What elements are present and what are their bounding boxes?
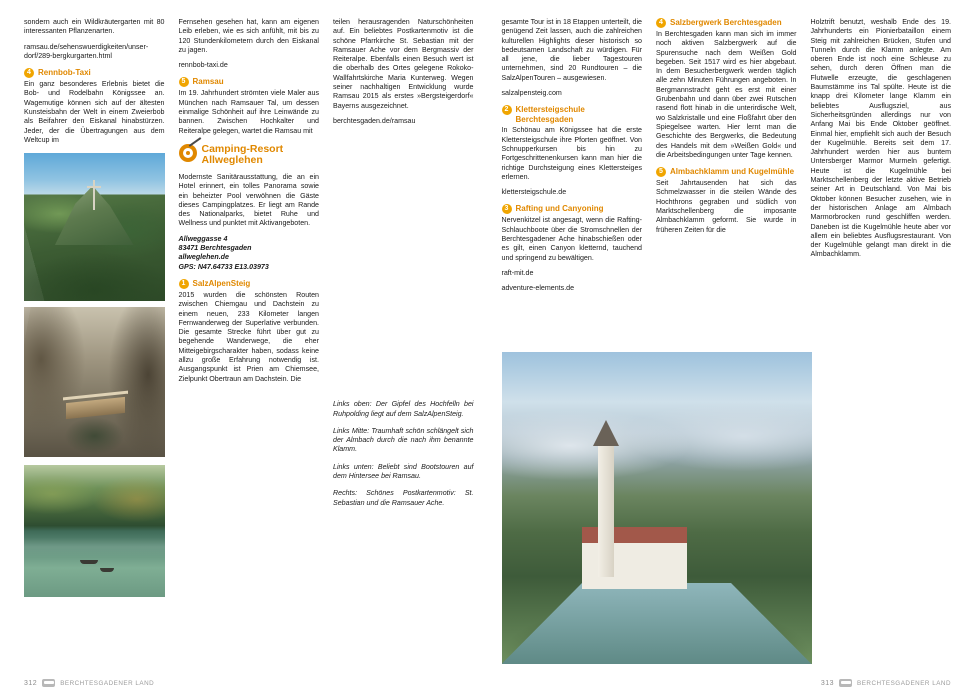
poi-body-rennbob-taxi: Ein ganz besonderes Erlebnis bietet die Bob- und Rodelbahn Königssee an. Wagemutige können sich auf der ältesten Kunsteisbahn der Welt in einem Zweierbob als Beifahrer den Eiskanal hinabstürzen. Jeder, der die Übertragungen aus dem Weltcup im [24,80,165,144]
link-bergkurgarten[interactable]: ramsau.de/sehenswuerdigkeiten/unser-dorf/289-bergkurgarten.html [24,42,149,60]
camping-resort-title: Camping-Resort Allweglehen [201,142,284,167]
poi-heading-salzbergwerk [656,18,797,28]
poi-title: Rafting und Canyoning [515,204,604,214]
camping-resort-body: Modernste Sanitärausstattung, die an ein Hotel erinnert, ein tolles Panorama sowie ein beheizter Pool verwöhnen die Gäste dieses Campingplatzes. Er liegt am Rande des Nationalparks, bietet Ruhe und Wellness und punktet mit Aktivangeboten. [178,172,319,228]
link-klettersteigschule[interactable]: klettersteigschule.de [501,188,567,197]
poi-body-almbachklamm: Seit Jahrtausenden hat sich das Schmelzwasser in die steilen Wände des Hochthrons gegraben und südlich von Marktschellenberg die imposante Almbachklamm geformt. Sie wurde in früheren Zeiten für die [656,179,797,234]
poi-heading-almbachklamm [656,167,797,177]
footer-region-label: BERCHTESGADENER LAND [857,679,951,687]
paragraph-salzalpensteig-continued: gesamte Tour ist in 18 Etappen unterteilt, die genügend Zeit lassen, auch die zahlreichen kulturellen Highlights dieser historisch so bedeutsamen Landschaft zu würdigen. Für all jene, die lieber Tagestouren unternehmen, sind 20 Rundtouren – die SalzAlpenTouren – ausgewiesen. [501,18,642,82]
poi-body-salzbergwerk: In Berchtesgaden kann man sich im immer noch aktiven Salzbergwerk auf die Spurensuche nach dem Weißen Gold begeben. Seit 1517 wird es hier abgebaut. In dem Besucherbergwerk werden täglich alle zehn Minuten Führungen angeboten. In Bergmannstracht geht es erst mit einer Grubenbahn und dann über zwei Rutschen rasend flott hinab in die unterirdische Welt, wo Salzkristalle und eine Floßfahrt über den Spiegelsee warten. Hier lernt man die Geschichte des Bergwerks, die Bedeutung des Handels mit dem »Weißen Gold« und die Arbeitsbedingungen unter Tage kennen. [656,30,797,159]
poi-body-salzalpensteig: 2015 wurden die schönsten Routen zwischen Chiemgau und Dachstein zu einem neuen, 233 Kilometer langen Fernwanderweg der Superlative verbunden. Die gesamte Strecke führt über gut zu begehende Wanderwege, die eher Mitteigebirgscharakter haben, sodass keine allzu große Erfahrung notwendig ist. Ausgangspunkt ist Prien am Chiemsee, Zielpunkt Obertraun am Dachstein. Die [178,290,319,383]
link-salzalpensteig[interactable]: salzalpensteig.com [501,89,562,98]
address-website[interactable]: allweglehen.de [178,253,229,262]
bus-icon [42,679,55,687]
poi-heading-rennbob-taxi [24,68,165,78]
caption-top: Links oben: Der Gipfel des Hochfelln bei Ruhpolding liegt auf dem SalzAlpenSteig. [333,400,474,418]
poi-title: Rennbob-Taxi [38,68,91,78]
link-raft-mit[interactable]: raft-mit.de [501,268,534,277]
left-col-1 [24,18,165,668]
poi-body-klettersteigschule: In Schönau am Königssee hat die erste Klettersteigschule ihre Pforten geöffnet. Von Schnupperkursen bis hin zu Fortgeschrittenenkursen kann man hier die richtige Durchsteigung eines Klettersteiges erlernen. [501,126,642,181]
poi-heading-salzalpensteig [179,279,320,289]
left-col-2 [179,18,320,668]
caption-bottom: Links unten: Beliebt sind Bootstouren auf dem Hintersee bei Ramsau. [333,462,474,481]
gorge-walkway-shape [66,397,125,419]
poi-number-badge: 4 [24,68,34,78]
poi-number-badge: 4 [656,18,666,28]
page-number: 312 [24,679,38,687]
photo-hintersee-lake [24,465,165,597]
poi-number-badge: 5 [656,167,666,177]
arrow-icon [188,137,201,147]
camping-resort-heading [179,144,320,167]
poi-title: Klettersteigschule Berchtesgaden [515,105,585,124]
paragraph-intro: sondern auch ein Wildkräutergarten mit 80 interessanten Pflanzenarten. [24,18,165,36]
poi-heading-rafting-canyoning [502,204,643,214]
caption-right: Rechts: Schönes Postkartenmotiv: St. Sebastian und die Ramsauer Ache. [333,489,474,507]
poi-title: Almbachklamm und Kugelmühle [670,167,795,177]
right-col-3 [811,18,952,668]
poi-number-badge: 1 [179,279,189,289]
target-icon [179,144,197,162]
poi-heading-ramsau [179,77,320,87]
link-berchtesgaden-ramsau[interactable]: berchtesgaden.de/ramsau [333,116,416,125]
link-adventure-elements[interactable]: adventure-elements.de [501,284,575,293]
poi-number-badge: 3 [502,204,512,214]
caption-middle: Links Mitte: Traumhaft schön schlängelt sich der Almbach durch die nach ihm benannte Klamm. [333,426,474,454]
ramsauer-ache-river-shape [502,583,812,664]
footer-region-label: BERCHTESGADENER LAND [60,679,155,687]
poi-number-badge: 5 [179,77,189,87]
summit-cross-icon [93,180,95,210]
camping-resort-address [179,235,320,272]
left-col-3 [333,18,474,668]
left-page-footer [24,676,154,690]
address-street: Allweggasse 4 [178,234,228,243]
rowboat-shape [80,560,98,564]
poi-title: Salzbergwerk Berchtesgaden [670,18,782,27]
poi-number-badge: 2 [502,105,512,115]
poi-heading-klettersteigschule [502,105,643,124]
right-page-footer [821,676,951,690]
page-number: 313 [820,679,835,687]
paragraph-almbachklamm-continued: Holztrift benutzt, weshalb Ende des 19. Jahrhunderts ein Pionierbataillon einem Steig mit zahlreichen Brücken, Stufen und Tunneln durch die Klamm anlegte. Am oberen Ende ist noch eine Schleuse zu sehen, durch deren Öffnen man die Flutwelle erzeugte, die geschlagenen Baumstämme ins Tal spülte. Heute ist die knapp drei Kilometer lange Klamm ein beliebtes Ausflugsziel, aus Sicherheitsgründen allerdings nur von Anfang Mai bis Ende Oktober geöffnet. Einmal hier, empfiehlt sich auch der Besuch der Kugelmühle. Bereits seit dem 17. Jahrhundert werden hier aus buntem Untersberger Marmor Murmeln gefertigt. Heute ist die Kugelmühle bei Marktschellenberg der letzte aktive Betrieb seiner Art in Deutschland. Von Mai bis Oktober können Besucher zusehen, wie in der historischen Anlage am Almbach Marmorbrocken rund geschliffen werden. Daneben ist die Kugelmühle heute aber vor allem ein beliebtes Ausflugsrestaurant. Von der Kugelmühle gelangt man direkt in die Almbachklamm. [810,18,951,259]
poi-title: SalzAlpenSteig [192,278,251,288]
church-tower-shape [598,446,614,577]
left-page-columns [24,18,474,668]
target-icon-rings [179,144,197,162]
paragraph-ramsau-continued: teilen herausragenden Naturschönheiten auf. Ein beliebtes Postkartenmotiv ist die schöne Pfarrkirche St. Sebastian mit der Ramsauer Ache vor dem Bergmassiv der Reiteralpe. Ebenfalls einen Besuch wert ist die oberhalb des Ortes gelegene Rokoko-Wallfahrtskirche Maria Kunterweg. Wegen seiner nachhaltigen Entwicklung wurde Ramsau 2015 als erstes »Bergsteigerdorf« Bayerns ausgezeichnet. [333,18,474,110]
paragraph-intro: Fernsehen gesehen hat, kann am eigenen Leib erleben, wie es sich anfühlt, mit bis zu 120 Stundenkilometern durch den Eiskanal zu jagen. [178,18,319,54]
bus-icon [839,679,852,687]
right-page [488,0,975,700]
poi-body-ramsau: Im 19. Jahrhundert strömten viele Maler aus München nach Ramsauer Tal, um dessen einmalige Schönheit auf ihre Leinwände zu bannen. Zwischen Hochkalter und Reiteralpe gelegen, wartet die Ramsau mit [178,89,319,135]
poi-title: Ramsau [192,77,224,87]
photo-ramsau-church-st-sebastian [502,352,812,664]
photo-hochfelln-summit [24,153,165,301]
rowboat-shape [100,568,114,572]
poi-body-rafting-canyoning: Nervenkitzel ist angesagt, wenn die Rafting-Schlauchboote über die Stromschnellen der Berchtesgadener Ache hinabschießen oder es gilt, einen Canyon kletternd, tauchend und springend zu bewältigen. [501,216,642,262]
address-city: 83471 Berchtesgaden [178,244,252,253]
link-rennbob-taxi[interactable]: rennbob-taxi.de [178,61,228,70]
photo-almbachklamm-gorge [24,307,165,457]
address-gps: GPS: N47.64733 E13.03973 [178,262,269,271]
